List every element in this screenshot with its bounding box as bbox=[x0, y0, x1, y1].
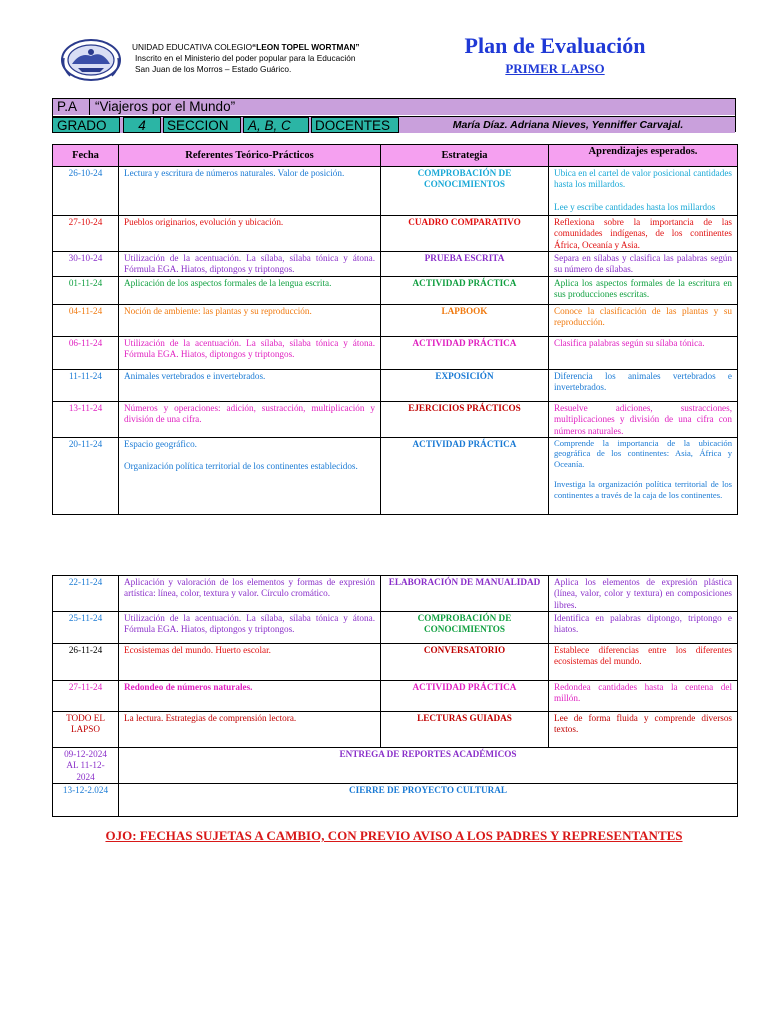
row-referente: Pueblos originarios, evolución y ubicación. bbox=[119, 216, 381, 252]
table-row bbox=[53, 167, 738, 216]
school-line3: San Juan de los Morros – Estado Guárico. bbox=[135, 64, 292, 74]
row-date: 13-12-2.024 bbox=[53, 784, 119, 817]
page-title: Plan de Evaluación bbox=[464, 33, 646, 58]
grado-value: 4 bbox=[123, 117, 161, 133]
docentes-value: María Díaz. Adriana Nieves, Yenniffer Carvajal. bbox=[452, 119, 684, 131]
row-learning: Redondea cantidades hasta la centena del millón. bbox=[549, 681, 738, 712]
row-date: 27-11-24 bbox=[53, 681, 119, 712]
school-logo bbox=[60, 38, 122, 82]
grado-label: GRADO bbox=[52, 117, 120, 133]
row-strategy: ACTIVIDAD PRÁCTICA bbox=[381, 277, 549, 305]
table-row bbox=[53, 402, 738, 438]
row-event: CIERRE DE PROYECTO CULTURAL bbox=[119, 784, 738, 817]
row-learning: Reflexiona sobre la importancia de las comunidades indígenas, de los continentes África, Oceanía y Asia. bbox=[549, 216, 738, 252]
row-learning: Clasifica palabras según su sílaba tónica. bbox=[549, 337, 738, 370]
row-date: 06-11-24 bbox=[53, 337, 119, 370]
row-learning: Aplica los elementos de expresión plástica (línea, valor, color y textura) en composiciones libres. bbox=[549, 576, 738, 612]
row-learning: Diferencia los animales vertebrados e invertebrados. bbox=[549, 370, 738, 402]
footer-notice: OJO: FECHAS SUJETAS A CAMBIO, CON PREVIO AVISO A LOS PADRES Y REPRESENTANTES bbox=[105, 828, 683, 843]
row-strategy: EXPOSICIÓN bbox=[381, 370, 549, 402]
row-date: 13-11-24 bbox=[53, 402, 119, 438]
row-learning: Identifica en palabras diptongo, triptongo e hiatos. bbox=[549, 612, 738, 644]
header-aprendizajes: Aprendizajes esperados. bbox=[549, 145, 738, 167]
school-line1: UNIDAD EDUCATIVA COLEGIO“LEON TOPEL WORTMAN” bbox=[132, 42, 360, 52]
project-row bbox=[53, 99, 735, 115]
row-strategy: LECTURAS GUIADAS bbox=[381, 712, 549, 748]
divider bbox=[89, 99, 90, 115]
row-strategy: CUADRO COMPARATIVO bbox=[381, 216, 549, 252]
row-date: 11-11-24 bbox=[53, 370, 119, 402]
table-row bbox=[53, 337, 738, 370]
row-date: 30-10-24 bbox=[53, 252, 119, 277]
row-date: 25-11-24 bbox=[53, 612, 119, 644]
table-row bbox=[53, 370, 738, 402]
table-row bbox=[53, 576, 738, 612]
page-subtitle: PRIMER LAPSO bbox=[505, 61, 605, 76]
row-date: TODO EL LAPSO bbox=[53, 712, 119, 748]
row-learning: Separa en sílabas y clasifica las palabras según su número de sílabas. bbox=[549, 252, 738, 277]
table-row bbox=[53, 252, 738, 277]
seccion-value: A, B, C bbox=[243, 117, 309, 133]
pa-value: “Viajeros por el Mundo” bbox=[95, 99, 236, 114]
table-row bbox=[53, 437, 738, 514]
school-name: “LEON TOPEL WORTMAN” bbox=[252, 42, 360, 52]
row-referente: Espacio geográfico. Organización política territorial de los continentes establecidos. bbox=[119, 437, 381, 514]
row-referente: Utilización de la acentuación. La sílaba, sílaba tónica y átona. Fórmula EGA. Hiatos, diptongos y triptongos. bbox=[119, 252, 381, 277]
row-referente: Lectura y escritura de números naturales. Valor de posición. bbox=[119, 167, 381, 216]
row-referente: Redondeo de números naturales. bbox=[119, 681, 381, 712]
row-strategy: ACTIVIDAD PRÁCTICA bbox=[381, 337, 549, 370]
evaluation-table-2 bbox=[52, 575, 738, 817]
row-date: 04-11-24 bbox=[53, 305, 119, 337]
row-date: 26-11-24 bbox=[53, 644, 119, 681]
row-referente: Ecosistemas del mundo. Huerto escolar. bbox=[119, 644, 381, 681]
row-strategy: ACTIVIDAD PRÁCTICA bbox=[381, 437, 549, 514]
evaluation-table-1 bbox=[52, 144, 738, 515]
school-line2: Inscrito en el Ministerio del poder popular para la Educación bbox=[135, 53, 356, 63]
table-row bbox=[53, 748, 738, 784]
row-referente: Noción de ambiente: las plantas y su reproducción. bbox=[119, 305, 381, 337]
row-strategy: COMPROBACIÓN DE CONOCIMIENTOS bbox=[381, 167, 549, 216]
row-date: 20-11-24 bbox=[53, 437, 119, 514]
row-learning: Resuelve adiciones, sustracciones, multiplicaciones y división de una cifra con números naturales. bbox=[549, 402, 738, 438]
table-row bbox=[53, 216, 738, 252]
row-learning: Establece diferencias entre los diferentes ecosistemas del mundo. bbox=[549, 644, 738, 681]
table-row bbox=[53, 681, 738, 712]
grade-row bbox=[53, 116, 735, 133]
header-referentes: Referentes Teórico-Prácticos bbox=[119, 145, 381, 167]
table-row bbox=[53, 612, 738, 644]
row-referente: Utilización de la acentuación. La sílaba, sílaba tónica y átona. Fórmula EGA. Hiatos, diptongos y triptongos. bbox=[119, 337, 381, 370]
pa-label: P.A bbox=[57, 99, 78, 114]
row-strategy: PRUEBA ESCRITA bbox=[381, 252, 549, 277]
row-date: 27-10-24 bbox=[53, 216, 119, 252]
row-learning: Lee de forma fluida y comprende diversos textos. bbox=[549, 712, 738, 748]
row-strategy: ACTIVIDAD PRÁCTICA bbox=[381, 681, 549, 712]
table-row bbox=[53, 784, 738, 817]
table-row bbox=[53, 277, 738, 305]
header-estrategia: Estrategia bbox=[381, 145, 549, 167]
row-referente: Animales vertebrados e invertebrados. bbox=[119, 370, 381, 402]
row-referente: Aplicación de los aspectos formales de la lengua escrita. bbox=[119, 277, 381, 305]
seccion-label: SECCION bbox=[163, 117, 241, 133]
row-date: 22-11-24 bbox=[53, 576, 119, 612]
row-referente: La lectura. Estrategias de comprensión lectora. bbox=[119, 712, 381, 748]
row-date: 09-12-2024 AL 11-12-2024 bbox=[53, 748, 119, 784]
row-date: 26-10-24 bbox=[53, 167, 119, 216]
row-referente: Utilización de la acentuación. La sílaba, sílaba tónica y átona. Fórmula EGA. Hiatos, diptongos y triptongos. bbox=[119, 612, 381, 644]
table-row bbox=[53, 305, 738, 337]
school-info bbox=[132, 42, 360, 75]
row-learning: Ubica en el cartel de valor posicional cantidades hasta los millardos. Lee y escribe cantidades hasta los millardos bbox=[549, 167, 738, 216]
row-strategy: EJERCICIOS PRÁCTICOS bbox=[381, 402, 549, 438]
header-fecha: Fecha bbox=[53, 145, 119, 167]
row-date: 01-11-24 bbox=[53, 277, 119, 305]
table-row bbox=[53, 644, 738, 681]
row-strategy: ELABORACIÓN DE MANUALIDAD bbox=[381, 576, 549, 612]
row-learning: Comprende la importancia de la ubicación geográfica de los continentes: Asia, África y Oceanía. Investiga la organización política territorial de los continentes a través de la caja de los continentes. bbox=[549, 437, 738, 514]
table-row bbox=[53, 712, 738, 748]
table-header-row bbox=[53, 145, 738, 167]
row-strategy: CONVERSATORIO bbox=[381, 644, 549, 681]
row-referente: Números y operaciones: adición, sustracción, multiplicación y división de una cifra. bbox=[119, 402, 381, 438]
row-learning: Aplica los aspectos formales de la escritura en sus producciones escritas. bbox=[549, 277, 738, 305]
row-referente: Aplicación y valoración de los elementos y formas de expresión artística: línea, color, textura y valor. Círculo cromático. bbox=[119, 576, 381, 612]
project-info-bar bbox=[52, 98, 736, 132]
row-strategy: LAPBOOK bbox=[381, 305, 549, 337]
docentes-label: DOCENTES bbox=[311, 117, 399, 133]
row-learning: Conoce la clasificación de las plantas y su reproducción. bbox=[549, 305, 738, 337]
row-strategy: COMPROBACIÓN DE CONOCIMIENTOS bbox=[381, 612, 549, 644]
row-event: ENTREGA DE REPORTES ACADÉMICOS bbox=[119, 748, 738, 784]
